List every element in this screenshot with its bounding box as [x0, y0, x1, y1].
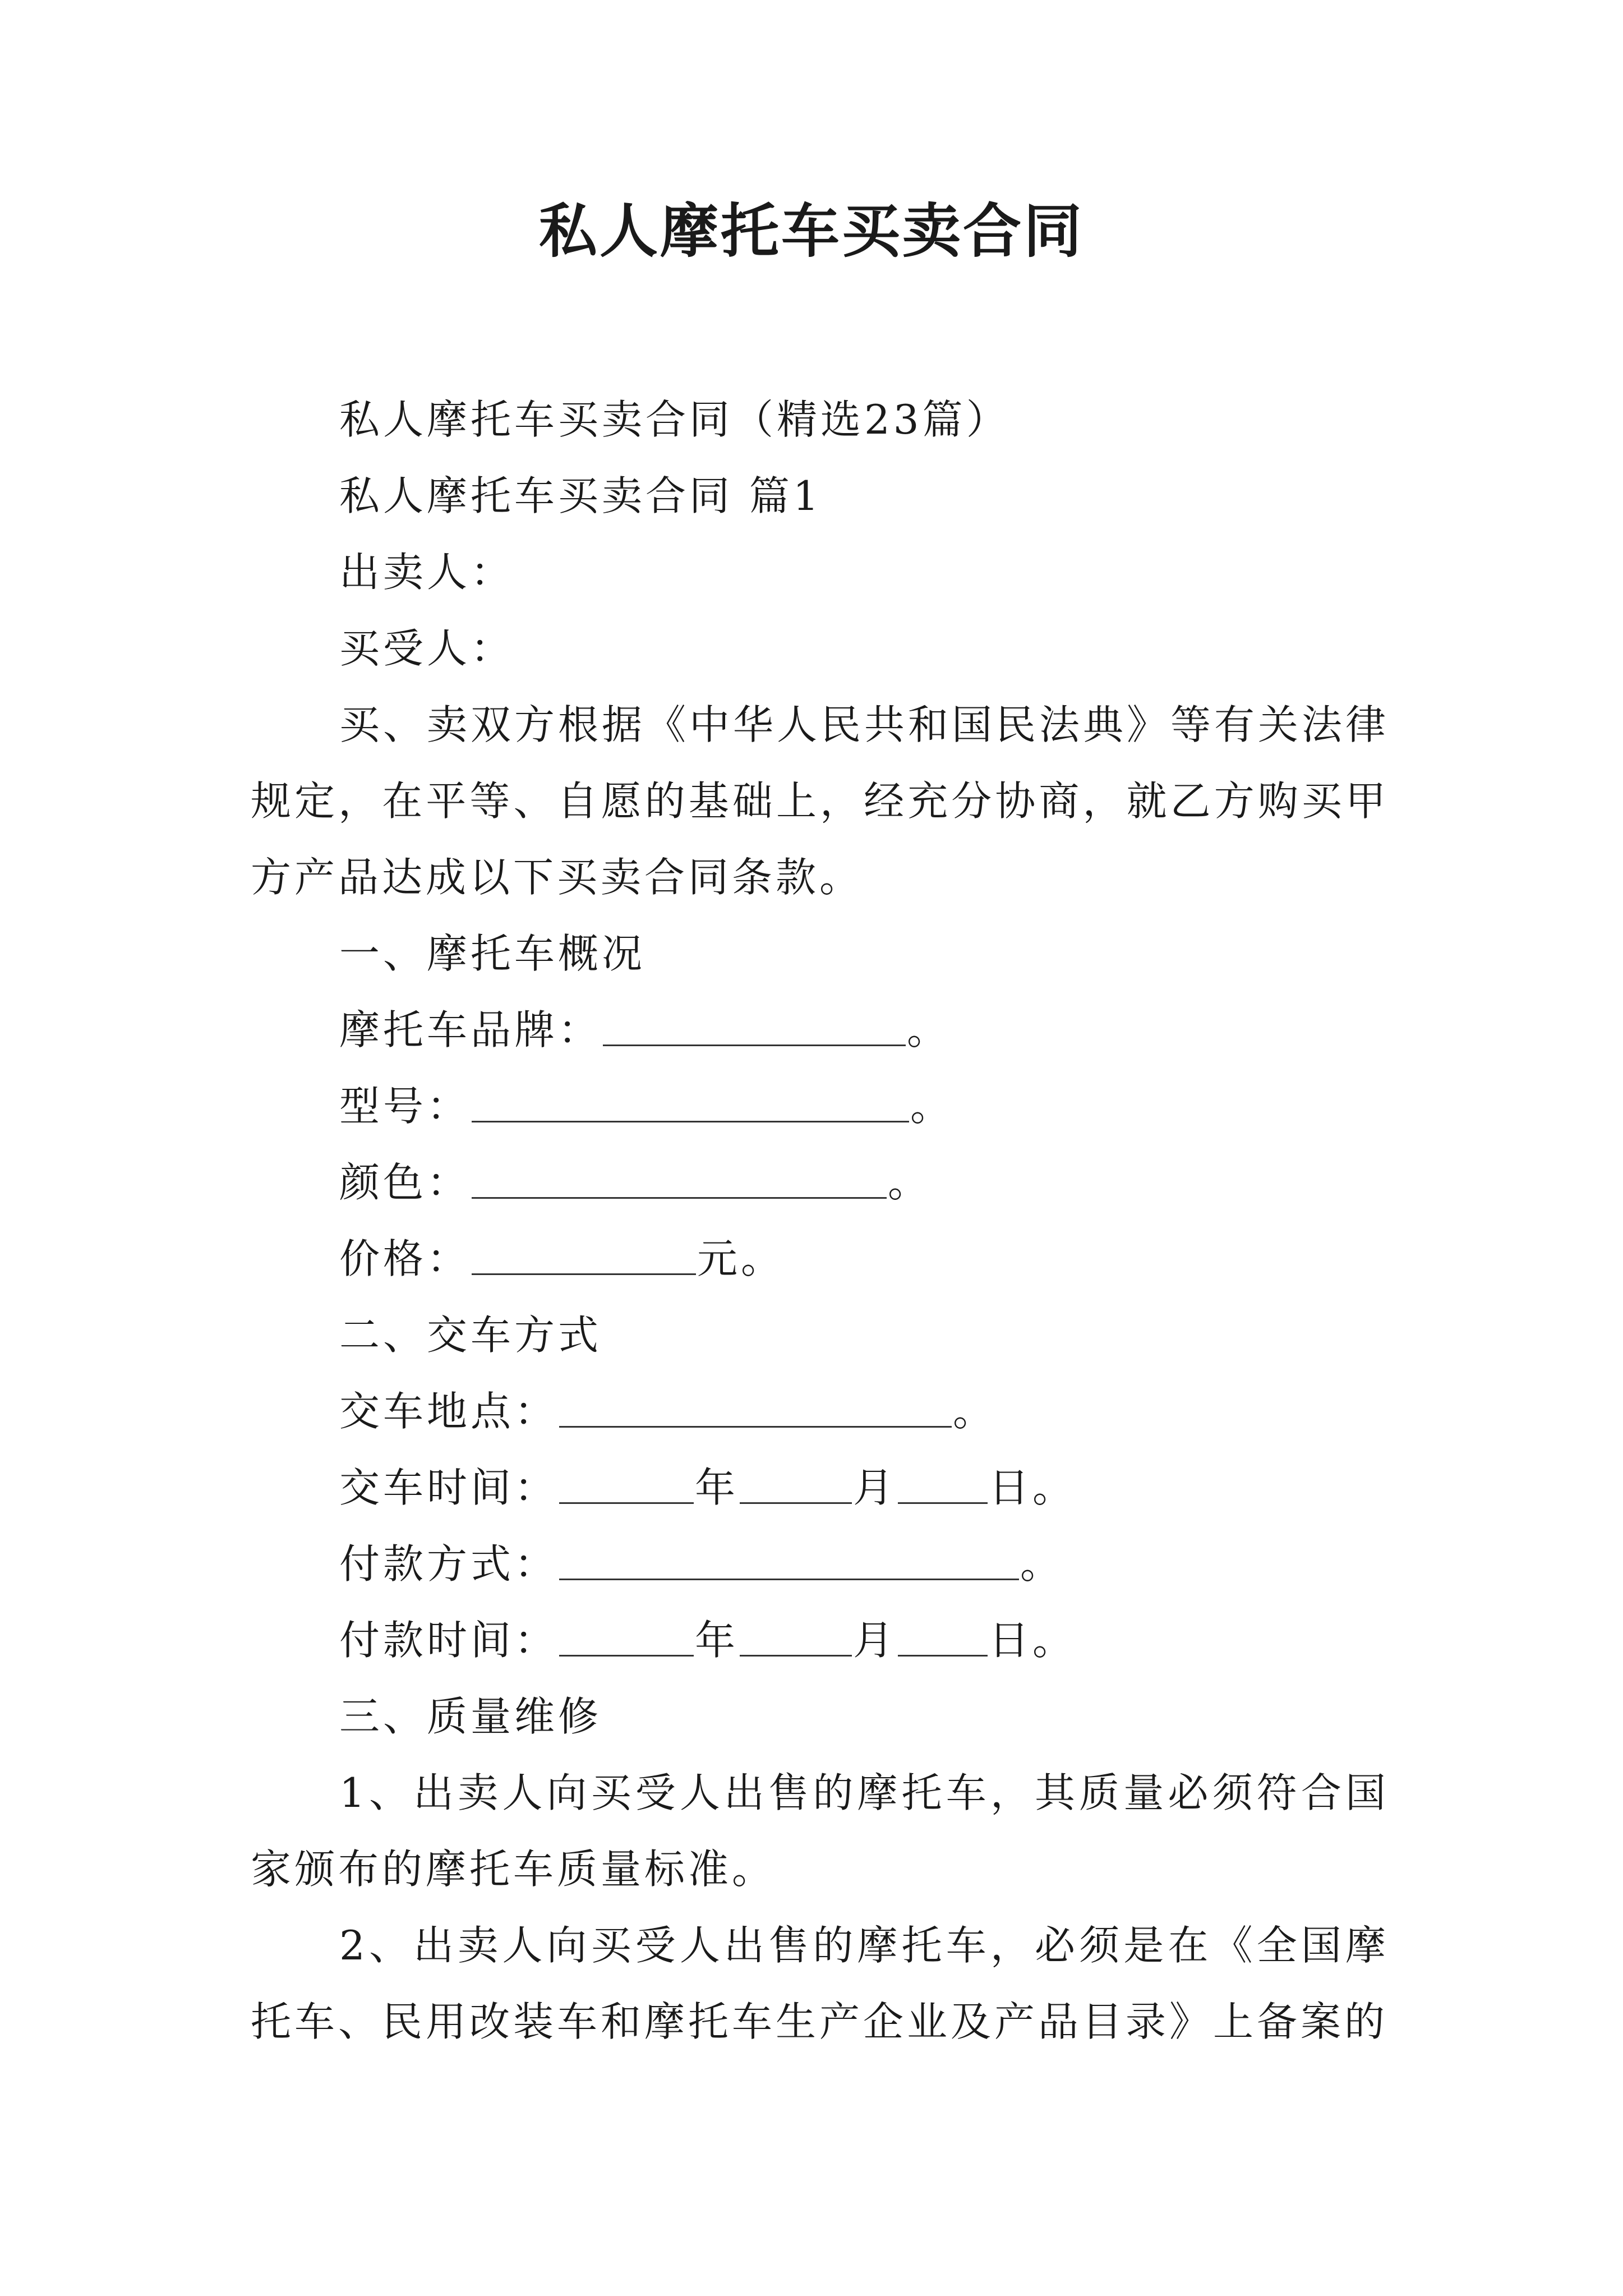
document-body	[251, 381, 1389, 2060]
price-label: 价格：	[339, 1235, 471, 1282]
buyer-line: 买受人：	[339, 625, 515, 672]
payment-month-label: 月	[853, 1617, 897, 1664]
price-unit: 元。	[697, 1235, 785, 1282]
color-blank[interactable]	[472, 1157, 887, 1199]
payment-year-label: 年	[695, 1617, 739, 1664]
payment-day-label: 日。	[989, 1617, 1077, 1664]
model-line	[251, 1068, 1389, 1144]
delivery-time-label: 交车时间：	[339, 1464, 559, 1511]
document-title: 私人摩托车买卖合同	[538, 196, 1084, 265]
payment-time-line	[251, 1602, 1389, 1678]
delivery-place-period: 。	[953, 1388, 997, 1435]
brand-period: 。	[907, 1006, 951, 1053]
delivery-place-line	[251, 1373, 1389, 1450]
part1-heading: 一、摩托车概况	[339, 930, 646, 977]
brand-blank[interactable]	[603, 1004, 906, 1046]
color-line	[251, 1144, 1389, 1221]
quality-item-1: 1、出卖人向买受人出售的摩托车，其质量必须符合国家颁布的摩托车质量标准。	[251, 1769, 1389, 1893]
quality-item-2: 2、出卖人向买受人出售的摩托车，必须是在《全国摩托车、民用改装车和摩托车生产企业及产品目录》上备案的	[251, 1922, 1389, 2045]
price-blank[interactable]	[472, 1233, 696, 1275]
payment-month-blank[interactable]	[740, 1614, 852, 1657]
payment-method-blank[interactable]	[559, 1538, 1019, 1580]
delivery-month-label: 月	[853, 1464, 897, 1511]
payment-method-label: 付款方式：	[339, 1540, 559, 1588]
delivery-day-label: 日。	[989, 1464, 1077, 1511]
subtitle: 私人摩托车买卖合同（精选23篇）	[339, 396, 1010, 443]
color-label: 颜色：	[339, 1159, 471, 1206]
payment-year-blank[interactable]	[559, 1614, 694, 1657]
brand-label: 摩托车品牌：	[339, 1006, 602, 1053]
delivery-year-label: 年	[695, 1464, 739, 1511]
delivery-month-blank[interactable]	[740, 1462, 852, 1504]
delivery-year-blank[interactable]	[559, 1462, 694, 1504]
brand-line	[251, 992, 1389, 1068]
delivery-place-blank[interactable]	[559, 1386, 952, 1428]
color-period: 。	[888, 1159, 932, 1206]
delivery-time-line	[251, 1450, 1389, 1526]
seller-line: 出卖人：	[339, 549, 515, 596]
part2-heading: 二、交车方式	[339, 1312, 602, 1359]
payment-day-blank[interactable]	[898, 1614, 988, 1657]
payment-time-label: 付款时间：	[339, 1617, 559, 1664]
delivery-place-label: 交车地点：	[339, 1388, 559, 1435]
intro-paragraph: 买、卖双方根据《中华人民共和国民法典》等有关法律规定，在平等、自愿的基础上，经充分协商，就乙方购买甲方产品达成以下买卖合同条款。	[251, 701, 1390, 901]
model-period: 。	[910, 1083, 955, 1130]
delivery-day-blank[interactable]	[898, 1462, 988, 1504]
payment-method-line	[251, 1526, 1389, 1602]
model-blank[interactable]	[472, 1080, 909, 1122]
model-label: 型号：	[339, 1083, 471, 1130]
payment-method-period: 。	[1020, 1540, 1064, 1588]
part3-heading: 三、质量维修	[339, 1693, 602, 1740]
price-line	[251, 1221, 1389, 1297]
section-heading: 私人摩托车买卖合同 篇1	[339, 472, 822, 519]
